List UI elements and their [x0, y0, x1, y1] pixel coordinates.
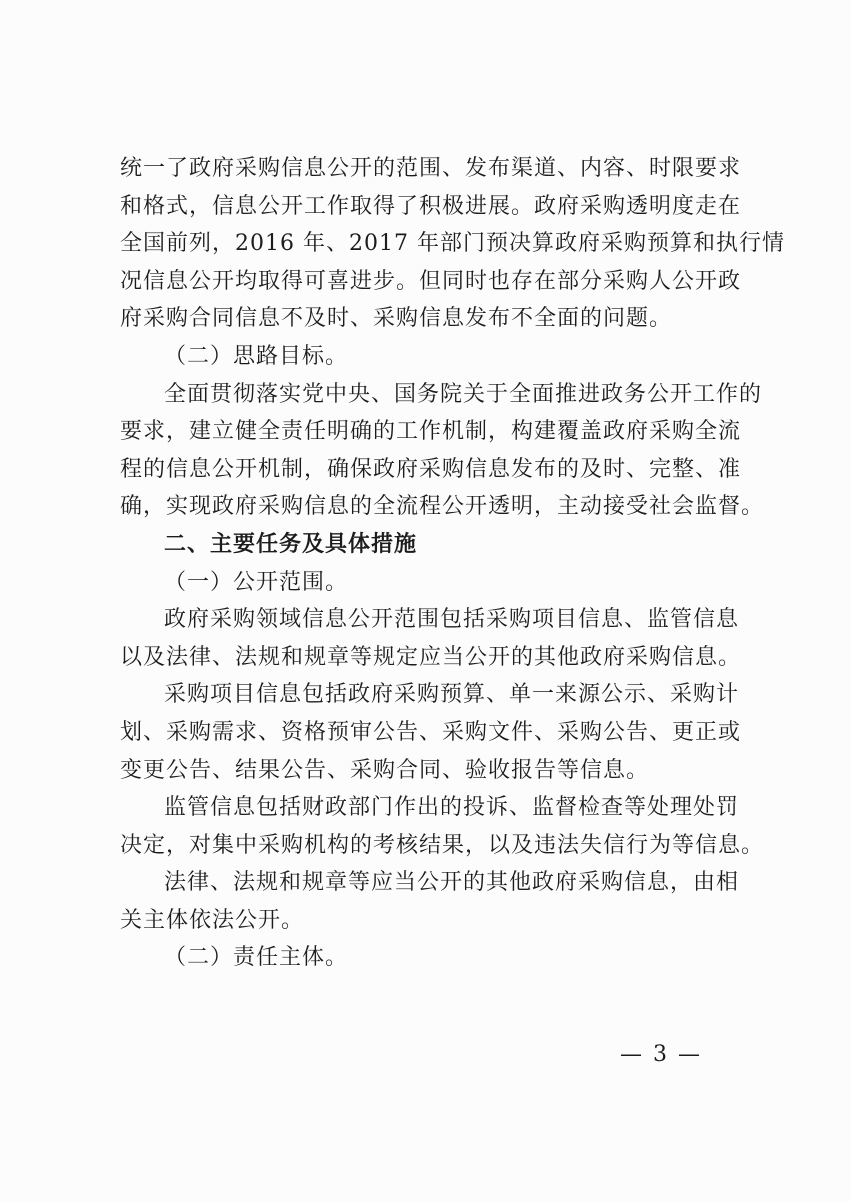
text-line: 关主体依法公开。	[120, 907, 305, 933]
text-line: 划、采购需求、资格预审公告、采购文件、采购公告、更正或	[120, 719, 742, 745]
text-line: 况信息公开均取得可喜进步。但同时也存在部分采购人公开政	[120, 268, 742, 294]
text-line: 统一了政府采购信息公开的范围、发布渠道、内容、时限要求	[120, 156, 742, 181]
text-line: 全面贯彻落实党中央、国务院关于全面推进政务公开工作的	[164, 381, 763, 407]
text-line: 全国前列，2016 年、2017 年部门预决算政府采购预算和执行情	[120, 231, 785, 257]
text-line: 变更公告、结果公告、采购合同、验收报告等信息。	[120, 757, 650, 783]
text-line: 以及法律、法规和规章等规定应当公开的其他政府采购信息。	[120, 644, 742, 670]
text-line: 和格式，信息公开工作取得了积极进展。政府采购透明度走在	[120, 193, 742, 219]
section-heading-main-tasks: 二、主要任务及具体措施	[164, 531, 418, 557]
page-number: — 3 —	[620, 1042, 702, 1067]
subheading-responsible-entities: （二）责任主体。	[164, 945, 349, 971]
subheading-disclosure-scope: （一）公开范围。	[164, 569, 349, 595]
text-line: 监管信息包括财政部门作出的投诉、监督检查等处理处罚	[164, 795, 740, 821]
text-line: 政府采购领域信息公开范围包括采购项目信息、监管信息	[164, 607, 740, 633]
text-line: 决定，对集中采购机构的考核结果，以及违法失信行为等信息。	[120, 832, 765, 858]
text-line: 要求，建立健全责任明确的工作机制，构建覆盖政府采购全流	[120, 419, 742, 445]
text-line: 确，实现政府采购信息的全流程公开透明，主动接受社会监督。	[120, 494, 765, 520]
text-line: 采购项目信息包括政府采购预算、单一来源公示、采购计	[164, 682, 740, 708]
text-line: 程的信息公开机制，确保政府采购信息发布的及时、完整、准	[120, 456, 742, 482]
subheading-approach-goals: （二）思路目标。	[164, 343, 349, 369]
text-line: 法律、法规和规章等应当公开的其他政府采购信息，由相	[164, 870, 740, 896]
text-line: 府采购合同信息不及时、采购信息发布不全面的问题。	[120, 306, 673, 332]
body-text	[120, 150, 785, 977]
